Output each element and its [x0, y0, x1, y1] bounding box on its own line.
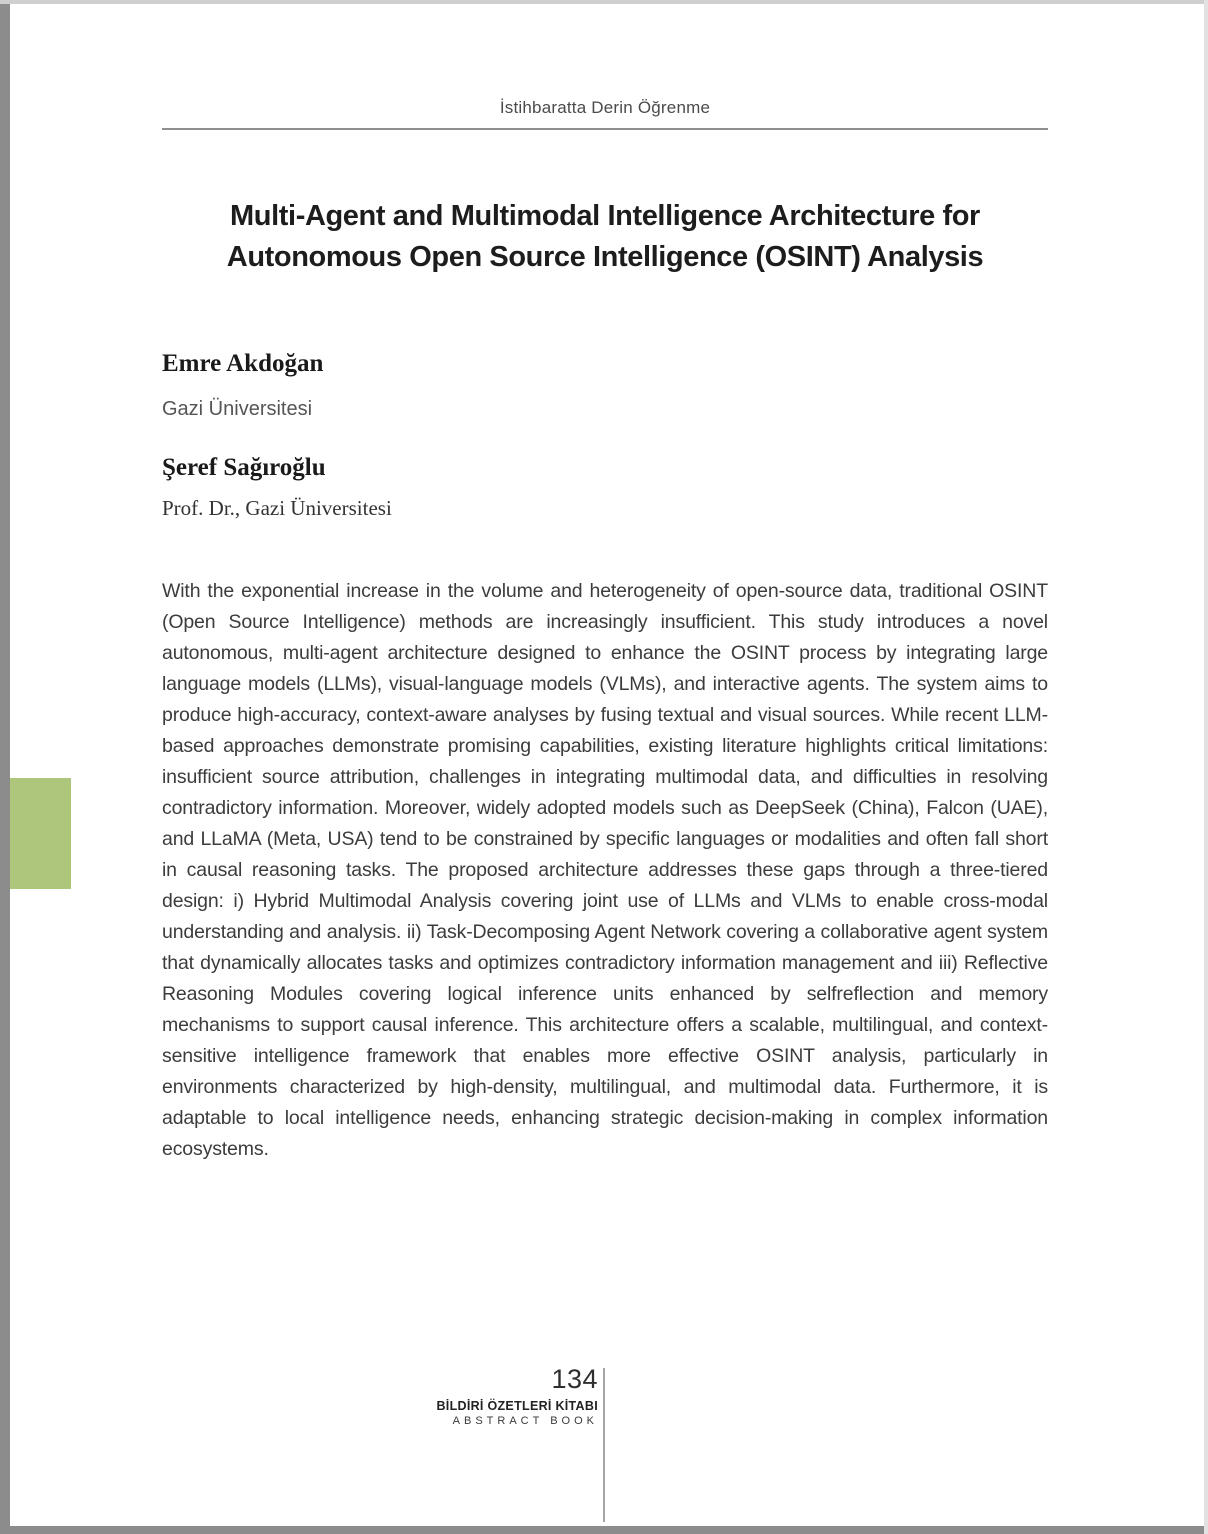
author-name-1: Emre Akdoğan	[162, 350, 324, 377]
paper-title	[162, 196, 1048, 278]
page-frame-right	[1204, 0, 1208, 1534]
author-affiliation-1: Gazi Üniversitesi	[162, 398, 313, 420]
page-number: 134	[551, 1364, 598, 1394]
abstract-text: With the exponential increase in the volume and heterogeneity of open-source data, traditional OSINT (Open Source Intelligence) methods are increasingly insufficient. This study introduces a novel autonomous, multi-agent architecture designed to enhance the OSINT process by integrating large language models (LLMs), visual-language models (VLMs), and interactive agents. The system aims to produce high-accuracy, context-aware analyses by fusing textual and visual sources. While recent LLM-based approaches demonstrate promising capabilities, existing literature highlights critical limitations: insufficient source attribution, challenges in integrating multimodal data, and difficulties in resolving contradictory information. Moreover, widely adopted models such as DeepSeek (China), Falcon (UAE), and LLaMA (Meta, USA) tend to be constrained by specific languages or modalities and often fall short in causal reasoning tasks. The proposed architecture addresses these gaps through a three-tiered design: i) Hybrid Multimodal Analysis covering joint use of LLMs and VLMs to enable cross-modal understanding and analysis. ii) Task-Decomposing Agent Network covering a collaborative agent system that dynamically allocates tasks and optimizes contradictory information management and iii) Reflective Reasoning Modules covering logical inference units enhanced by selfreflection and memory mechanisms to support causal inference. This architecture offers a scalable, multilingual, and context-sensitive intelligence framework that enables more effective OSINT analysis, particularly in environments characterized by high-density, multilingual, and multimodal data. Furthermore, it is adaptable to local intelligence needs, enhancing strategic decision-making in complex information ecosystems.	[162, 580, 1048, 1160]
header-rule	[162, 128, 1048, 130]
author-name-2: Şeref Sağıroğlu	[162, 454, 326, 481]
page-canvas	[10, 4, 1204, 1526]
book-title-turkish: BİLDİRİ ÖZETLERİ KİTABI	[436, 1399, 598, 1413]
author-affiliation-2: Prof. Dr., Gazi Üniversitesi	[162, 496, 392, 520]
running-header: İstihbaratta Derin Öğrenme	[499, 98, 711, 117]
paper-title-line1: Multi-Agent and Multimodal Intelligence Architecture for	[230, 200, 980, 232]
book-title-english: ABSTRACT BOOK	[452, 1415, 598, 1427]
page-footer	[436, 1364, 598, 1427]
footer-vertical-rule	[603, 1368, 605, 1522]
paper-title-line2: Autonomous Open Source Intelligence (OSINT) Analysis	[226, 241, 984, 273]
green-accent-bar	[10, 778, 71, 889]
page-frame-top	[0, 0, 1208, 4]
